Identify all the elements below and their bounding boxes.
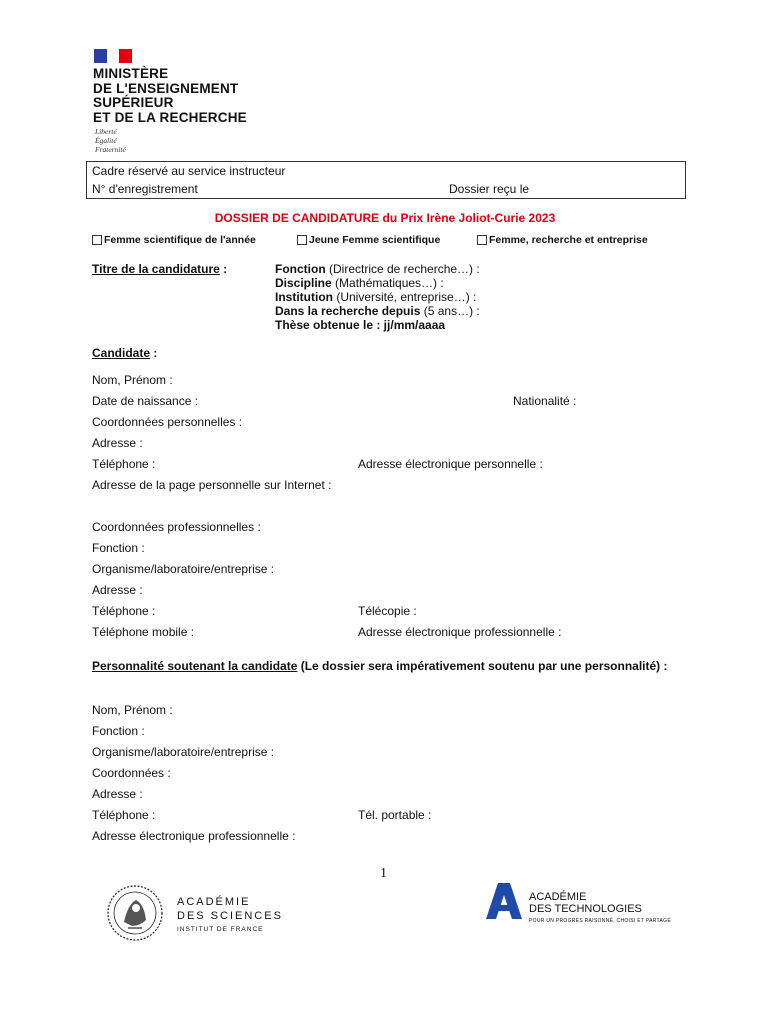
technologies-line: ACADÉMIE [529,891,587,903]
candidate-pro-phone-field[interactable]: Téléphone : [92,604,156,618]
supporter-org-field[interactable]: Organisme/laboratoire/entreprise : [92,745,275,759]
supporter-heading [92,659,677,673]
field-research-since[interactable] [275,304,480,318]
ministry-line: ET DE LA RECHERCHE [93,109,247,125]
category-label: Femme, recherche et entreprise [489,234,648,246]
candidate-address-field[interactable]: Adresse : [92,436,143,450]
supporter-heading-text: Personnalité soutenant la candidate [92,659,298,673]
checkbox-icon[interactable] [92,235,102,245]
category-option-young[interactable] [297,234,440,246]
academie-sciences-wordmark [177,895,283,937]
sciences-line: DES SCIENCES [177,910,283,922]
category-option-scientist[interactable] [92,234,256,246]
candidate-name-field[interactable]: Nom, Prénom : [92,373,173,387]
motto-line: Égalité [95,136,117,145]
field-hint: (Université, entreprise…) : [332,290,477,304]
field-label: Thèse obtenue le : jj/mm/aaaa [275,318,446,332]
candidature-title-text: Titre de la candidature [92,262,220,276]
motto-line: Liberté [95,127,117,136]
category-label: Jeune Femme scientifique [309,234,441,246]
supporter-name-field[interactable]: Nom, Prénom : [92,703,173,717]
technologies-line: DES TECHNOLOGIES [529,903,642,915]
candidate-org-field[interactable]: Organisme/laboratoire/entreprise : [92,562,275,576]
supporter-note: (Le dossier sera impérativement soutenu par une personnalité) : [297,659,668,673]
ministry-line: SUPÉRIEUR [93,95,174,110]
ministry-line: MINISTÈRE [93,66,169,81]
academie-technologies-wordmark [529,891,671,927]
candidature-title-colon: : [219,262,228,276]
candidate-phone-field[interactable]: Téléphone : [92,457,156,471]
candidate-birth-field[interactable]: Date de naissance : [92,394,199,408]
candidature-title-label [92,262,227,276]
supporter-function-field[interactable]: Fonction : [92,724,145,738]
supporter-coords-label: Coordonnées : [92,766,171,780]
candidate-personal-email-field[interactable]: Adresse électronique personnelle : [358,457,543,471]
field-discipline[interactable] [275,276,480,290]
category-label: Femme scientifique de l'année [104,234,256,246]
french-flag-logo [94,49,132,63]
candidate-webpage-field[interactable]: Adresse de la page personnelle sur Internet : [92,478,332,492]
candidate-heading [92,346,157,360]
supporter-email-field[interactable]: Adresse électronique professionnelle : [92,829,296,843]
field-hint: (Mathématiques…) : [331,276,444,290]
candidate-heading-colon: : [150,346,158,360]
registration-number-label: N° d'enregistrement [92,182,198,196]
category-option-business[interactable] [477,234,648,246]
field-label: Institution [275,290,333,304]
reserved-box-label: Cadre réservé au service instructeur [92,164,286,178]
sciences-subline: INSTITUT DE FRANCE [177,926,264,933]
technologies-tagline: POUR UN PROGRÈS RAISONNÉ, CHOISI ET PARTAGÉ [529,918,671,924]
academie-sciences-seal-logo [106,884,164,942]
supporter-phone-field[interactable]: Téléphone : [92,808,156,822]
field-institution[interactable] [275,290,480,304]
candidate-heading-text: Candidate [92,346,151,360]
field-label: Fonction [275,262,326,276]
candidate-mobile-field[interactable]: Téléphone mobile : [92,625,195,639]
ministry-name [93,67,247,125]
field-thesis-date[interactable] [275,318,480,332]
candidate-pro-address-field[interactable]: Adresse : [92,583,143,597]
candidate-nationality-field[interactable]: Nationalité : [513,394,577,408]
received-date-label: Dossier reçu le [449,182,530,196]
document-title: DOSSIER DE CANDIDATURE du Prix Irène Joliot-Curie 2023 [214,211,556,225]
sciences-line: ACADÉMIE [177,896,251,908]
candidate-function-field[interactable]: Fonction : [92,541,145,555]
republic-motto [95,127,126,154]
candidate-personal-coords-label: Coordonnées personnelles : [92,415,243,429]
supporter-cell-field[interactable]: Tél. portable : [358,808,432,822]
ministry-line: DE L'ENSEIGNEMENT [93,80,239,96]
candidate-professional-coords-label: Coordonnées professionnelles : [92,520,261,534]
field-function[interactable] [275,262,480,276]
field-hint: (Directrice de recherche…) : [325,262,480,276]
candidature-fields [275,262,480,332]
field-hint: (5 ans…) : [420,304,480,318]
candidate-fax-field[interactable]: Télécopie : [358,604,417,618]
field-label: Discipline [275,276,332,290]
motto-line: Fraternité [95,145,126,154]
supporter-address-field[interactable]: Adresse : [92,787,143,801]
academie-technologies-logo-icon [484,881,524,921]
checkbox-icon[interactable] [477,235,487,245]
candidate-pro-email-field[interactable]: Adresse électronique professionnelle : [358,625,562,639]
field-label: Dans la recherche depuis [275,304,421,318]
page-number: 1 [380,866,387,881]
checkbox-icon[interactable] [297,235,307,245]
